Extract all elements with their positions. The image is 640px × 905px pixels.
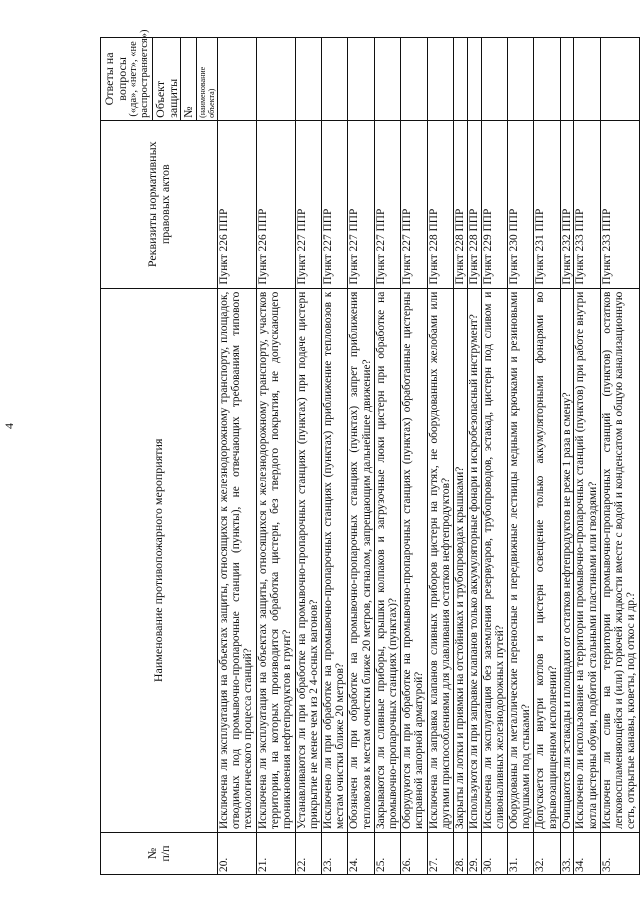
row-measure: Закрыты ли лотки и приямки на отстойниках и трубопроводах крышками? [454, 288, 468, 832]
table-row [348, 38, 374, 875]
table-row [217, 38, 256, 875]
header-object-num: № [181, 38, 197, 120]
row-measure: Исключена ли эксплуатация без заземления резервуаров, трубопроводов, эстакад, цистерн под сливом и сливоналивных железнодорожных путей? [481, 288, 507, 832]
row-num: 28. [454, 833, 468, 875]
table-row [467, 38, 481, 875]
table-row [574, 38, 600, 875]
row-requisite: Пункт 231 ППР [534, 120, 560, 288]
row-num: 35. [600, 833, 639, 875]
row-requisite: Пункт 232 ППР [560, 120, 574, 288]
row-measure: Исключено ли использование на территории промывочно-пропарочных станций (пунктов) при работе внутри котла цистерны обуви, подбитой стальными пластинами или гвоздями? [574, 288, 600, 832]
header-answers-sub: («да», «нет», «не распространяется») [128, 29, 150, 118]
row-requisite: Пункт 230 ППР [507, 120, 533, 288]
row-answer-cell[interactable] [217, 38, 256, 121]
row-num: 23. [322, 833, 348, 875]
row-answer-cell[interactable] [534, 38, 560, 121]
row-num: 31. [507, 833, 533, 875]
row-num: 30. [481, 833, 507, 875]
row-answer-cell[interactable] [374, 38, 400, 121]
row-num: 26. [401, 833, 427, 875]
row-measure: Очищаются ли эстакады и площадки от остатков нефтепродуктов не реже 1 раза в смену? [560, 288, 574, 832]
table-row [295, 38, 321, 875]
table-row [401, 38, 427, 875]
row-requisite: Пункт 233 ППР [574, 120, 600, 288]
row-answer-cell[interactable] [401, 38, 427, 121]
row-answer-cell[interactable] [600, 38, 639, 121]
table-row [322, 38, 348, 875]
row-requisite: Пункт 226 ППР [256, 120, 295, 288]
table-row [374, 38, 400, 875]
row-measure: Исключена ли заправка клапанов сливных приборов цистерн на путях, не оборудованных желобами или другими приспособлениями для улавливания остатков нефтепродуктов? [427, 288, 453, 832]
header-num: № п/п [101, 833, 218, 875]
row-measure: Исключена ли эксплуатация на объектах защиты, относящихся к железнодорожному транспорту, площадок, отводимых под промывочно-пропарочные станции (пункты), не отвечающих требованиям типового технологического процесса станций? [217, 288, 256, 832]
header-name: Наименование противопожарного мероприятия [101, 288, 218, 832]
row-requisite: Пункт 228 ППР [427, 120, 453, 288]
header-object-name: (наименование объекта) [197, 66, 216, 118]
table-row [507, 38, 533, 875]
row-requisite: Пункт 228 ППР [454, 120, 468, 288]
row-requisite: Пункт 227 ППР [374, 120, 400, 288]
row-answer-cell[interactable] [454, 38, 468, 121]
row-measure: Устанавливаются ли при обработке на промывочно-пропарочных станциях (пунктах) при подаче цистерн прикрытие не менее чем из 2 4-осных вагонов? [295, 288, 321, 832]
row-measure: Исключен ли слив на территории промывочно-пропарочных станций (пунктов) остатков легковоспламеняющейся и (или) горючей жидкости вместе с водой и конденсатом в общую канализационную сеть, открытые канавы, кюветы, под откос и др.? [600, 288, 639, 832]
row-requisite: Пункт 227 ППР [401, 120, 427, 288]
row-num: 34. [574, 833, 600, 875]
row-answer-cell[interactable] [427, 38, 453, 121]
table-row [534, 38, 560, 875]
row-requisite: Пункт 228 ППР [467, 120, 481, 288]
row-num: 20. [217, 833, 256, 875]
row-requisite: Пункт 227 ППР [322, 120, 348, 288]
table-row [600, 38, 639, 875]
row-answer-cell[interactable] [295, 38, 321, 121]
header-answers-title: Ответы на вопросы [102, 52, 129, 106]
row-measure: Допускается ли внутри котлов и цистерн освещение только аккумуляторными фонарями во взрывозащищенном исполнении? [534, 288, 560, 832]
row-measure: Оборудованы ли металлические переносные и передвижные лестницы медными крючками и резиновыми подушками под стыками? [507, 288, 533, 832]
row-answer-cell[interactable] [256, 38, 295, 121]
row-measure: Используются ли при заправке клапанов только аккумуляторные фонари и искробезопасный инструмент? [467, 288, 481, 832]
row-num: 27. [427, 833, 453, 875]
page-number: 4 [2, 423, 16, 429]
row-measure: Обозначен ли при обработке на промывочно-пропарочных станциях (пунктах) запрет приближения тепловозов к местам очистки ближе 20 метров, сигналом, запрещающим дальнейшее движение? [348, 288, 374, 832]
row-requisite: Пункт 229 ППР [481, 120, 507, 288]
checklist-table [100, 29, 640, 875]
table-row [454, 38, 468, 875]
row-requisite: Пункт 227 ППР [348, 120, 374, 288]
row-num: 21. [256, 833, 295, 875]
row-answer-cell[interactable] [322, 38, 348, 121]
checklist-table-rotated [100, 29, 640, 875]
row-measure: Оборудуются ли при обработке на промывочно-пропарочных станциях (пунктах) обработанные цистерны исправной запорной арматурой? [401, 288, 427, 832]
row-answer-cell[interactable] [467, 38, 481, 121]
row-num: 29. [467, 833, 481, 875]
row-num: 32. [534, 833, 560, 875]
row-num: 24. [348, 833, 374, 875]
header-requisites: Реквизиты нормативных правовых актов [101, 120, 218, 288]
table-row [481, 38, 507, 875]
table-header-row [101, 38, 218, 875]
row-answer-cell[interactable] [507, 38, 533, 121]
row-measure: Исключено ли при обработке на промывочно-пропарочных станциях (пунктах) приближение тепловозов к местам очистки ближе 20 метров? [322, 288, 348, 832]
row-answer-cell[interactable] [574, 38, 600, 121]
table-row [560, 38, 574, 875]
row-measure: Исключена ли эксплуатация на объектах защиты, относящихся к железнодорожному транспорту, участков территории, на которых производится обработка цистерн, без твердого покрытия, не допускающего проникновения нефтепродуктов в грунт? [256, 288, 295, 832]
table-row [256, 38, 295, 875]
header-object-label: Объект защиты [153, 38, 181, 120]
header-answers [101, 29, 218, 121]
row-requisite: Пункт 226 ППР [217, 120, 256, 288]
row-num: 22. [295, 833, 321, 875]
row-num: 25. [374, 833, 400, 875]
row-measure: Закрываются ли сливные приборы, крышки колпаков и загрузочные люки цистерн при обработке на промывочно-пропарочных станциях (пунктах)? [374, 288, 400, 832]
row-requisite: Пункт 233 ППР [600, 120, 639, 288]
row-answer-cell[interactable] [348, 38, 374, 121]
row-requisite: Пункт 227 ППР [295, 120, 321, 288]
row-num: 33. [560, 833, 574, 875]
table-row [427, 38, 453, 875]
row-answer-cell[interactable] [560, 38, 574, 121]
row-answer-cell[interactable] [481, 38, 507, 121]
